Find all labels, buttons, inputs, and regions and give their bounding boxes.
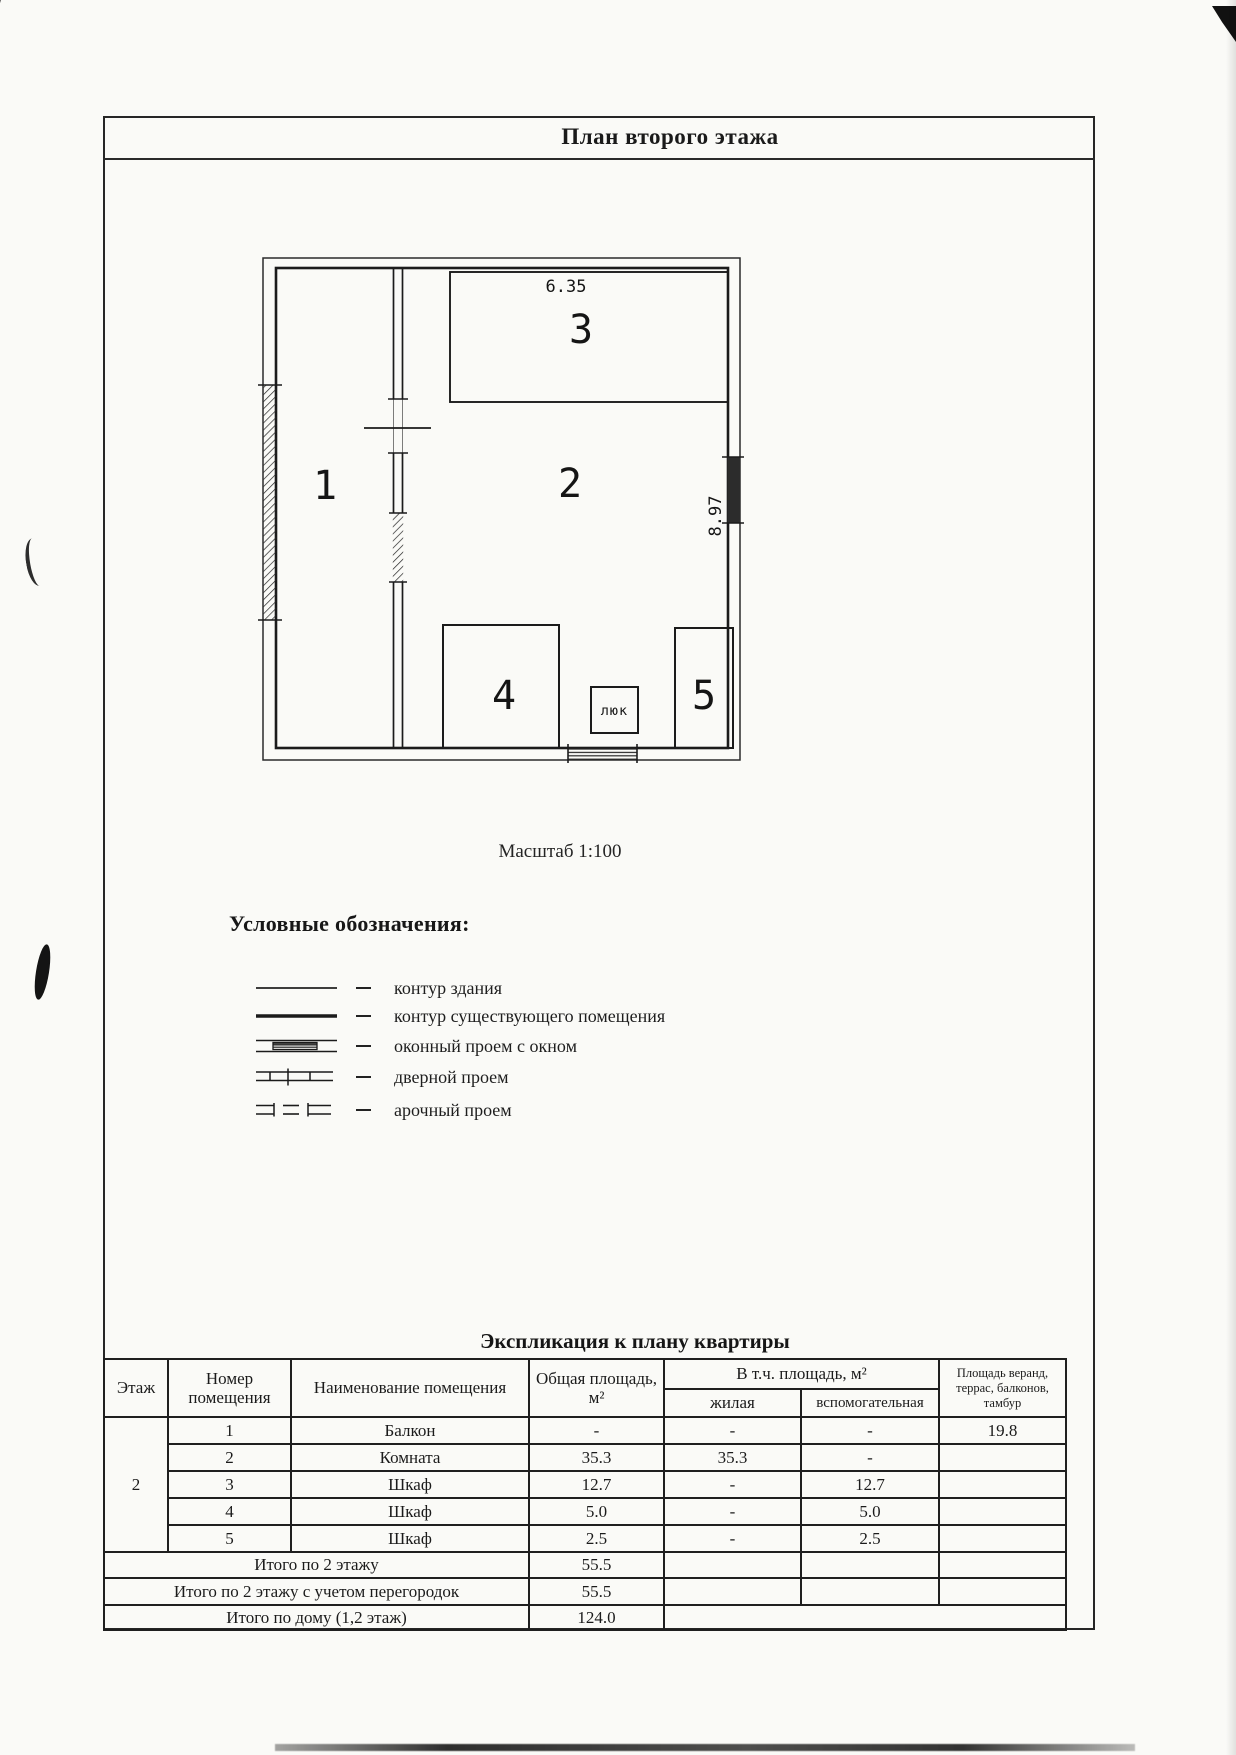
- table-row: [104, 1444, 1066, 1471]
- cell-aux: [801, 1552, 939, 1578]
- total-label: Итого по 2 этажу: [104, 1552, 529, 1578]
- legend-item-label: контур существующего помещения: [394, 1005, 666, 1026]
- legend-item-label: контур здания: [394, 977, 503, 998]
- cell-total: -: [529, 1417, 664, 1444]
- cell-aux: [801, 1578, 939, 1605]
- scan-artifact-left-blob: [32, 943, 54, 1000]
- cell-veranda: 19.8: [939, 1417, 1066, 1444]
- legend-item-premises-contour: [255, 1006, 665, 1026]
- cell-total: 12.7: [529, 1471, 664, 1498]
- cell-num: 4: [168, 1498, 291, 1525]
- header-room-number: Номер помещения: [168, 1359, 291, 1417]
- legend-dash: [356, 1109, 371, 1111]
- cell-living: -: [664, 1471, 801, 1498]
- cell-living: -: [664, 1498, 801, 1525]
- cell-num: 3: [168, 1471, 291, 1498]
- cell-total: 2.5: [529, 1525, 664, 1552]
- header-room-name: Наименование помещения: [291, 1359, 529, 1417]
- floor-value-cell: 2: [104, 1417, 168, 1552]
- legend-item-label: арочный проем: [394, 1099, 512, 1120]
- explication-table: [103, 1358, 1067, 1631]
- thin-line-icon: [255, 979, 339, 997]
- cell-living: -: [664, 1525, 801, 1552]
- legend-heading: Условные обозначения:: [229, 911, 470, 936]
- table-total-row: [104, 1578, 1066, 1605]
- legend-dash: [356, 1076, 371, 1078]
- interior-wall: [388, 268, 408, 748]
- cell-aux: -: [801, 1417, 939, 1444]
- scan-artifact-top-left: [0, 0, 2, 59]
- cell-veranda: [939, 1471, 1066, 1498]
- arch-symbol-icon: [255, 1101, 339, 1119]
- cell-veranda: [939, 1578, 1066, 1605]
- dimension-width: 6.35: [545, 277, 587, 297]
- page-title: План второго этажа: [561, 124, 779, 149]
- room-label-2: 2: [557, 461, 583, 507]
- cell-total: 35.3: [529, 1444, 664, 1471]
- header-veranda: Площадь веранд, террас, балконов, тамбур: [939, 1359, 1066, 1417]
- title-band-divider: [103, 158, 1095, 160]
- interior-wall-window: [389, 513, 407, 582]
- floor-plan-drawing: [255, 250, 750, 768]
- cell-aux: -: [801, 1444, 939, 1471]
- legend-dash: [356, 987, 371, 989]
- cell-num: 1: [168, 1417, 291, 1444]
- legend-item-arch-opening: [255, 1100, 512, 1120]
- total-label: Итого по дому (1,2 этаж): [104, 1605, 529, 1630]
- hatch-label: люк: [600, 703, 629, 719]
- cell-veranda: [939, 1552, 1066, 1578]
- merged-empty-cell: [664, 1605, 1066, 1630]
- legend-item-label: дверной проем: [394, 1066, 509, 1087]
- thick-line-icon: [255, 1007, 339, 1025]
- table-header-row-1: [104, 1359, 1066, 1389]
- room-label-1: 1: [312, 463, 338, 509]
- cell-living: -: [664, 1417, 801, 1444]
- scan-edge-shadow: [1226, 0, 1236, 1755]
- scan-artifact-left-curve: [22, 537, 50, 588]
- cell-living: [664, 1552, 801, 1578]
- cell-aux: 2.5: [801, 1525, 939, 1552]
- cell-name: Шкаф: [291, 1471, 529, 1498]
- table-row: [104, 1417, 1066, 1444]
- cell-name: Шкаф: [291, 1498, 529, 1525]
- room-label-4: 4: [491, 673, 517, 719]
- cell-veranda: [939, 1525, 1066, 1552]
- header-total-area: Общая площадь, м²: [529, 1359, 664, 1417]
- header-living: жилая: [664, 1389, 801, 1417]
- legend-item-door-opening: [255, 1067, 509, 1087]
- table-row: [104, 1525, 1066, 1552]
- room-label-5: 5: [691, 673, 717, 719]
- legend-item-window-opening: [255, 1036, 577, 1056]
- cell-name: Комната: [291, 1444, 529, 1471]
- scan-artifact-bottom-smudge: [275, 1744, 1135, 1751]
- dimension-height: 8.97: [706, 495, 726, 537]
- header-floor: Этаж: [104, 1359, 168, 1417]
- table-row: [104, 1471, 1066, 1498]
- cell-aux: 5.0: [801, 1498, 939, 1525]
- legend-item-label: оконный проем с окном: [394, 1035, 577, 1056]
- cell-num: 5: [168, 1525, 291, 1552]
- scale-label: Масштаб 1:100: [498, 841, 622, 862]
- table-row: [104, 1498, 1066, 1525]
- legend-item-building-contour: [255, 978, 502, 998]
- cell-living: [664, 1578, 801, 1605]
- legend-dash: [356, 1015, 371, 1017]
- total-label: Итого по 2 этажу с учетом перегородок: [104, 1578, 529, 1605]
- total-value: 124.0: [529, 1605, 664, 1630]
- cell-total: 5.0: [529, 1498, 664, 1525]
- cell-name: Шкаф: [291, 1525, 529, 1552]
- cell-veranda: [939, 1498, 1066, 1525]
- total-value: 55.5: [529, 1552, 664, 1578]
- cell-name: Балкон: [291, 1417, 529, 1444]
- cell-aux: 12.7: [801, 1471, 939, 1498]
- header-incl-area: В т.ч. площадь, м²: [664, 1359, 939, 1389]
- cell-living: 35.3: [664, 1444, 801, 1471]
- header-auxiliary: вспомогательная: [801, 1389, 939, 1417]
- cell-veranda: [939, 1444, 1066, 1471]
- table-total-row: [104, 1552, 1066, 1578]
- cell-num: 2: [168, 1444, 291, 1471]
- table-total-row: [104, 1605, 1066, 1630]
- room-label-3: 3: [568, 307, 594, 353]
- total-value: 55.5: [529, 1578, 664, 1605]
- door-symbol-icon: [255, 1068, 339, 1086]
- table-title: Экспликация к плану квартиры: [480, 1329, 790, 1353]
- left-wall-window: [258, 385, 282, 620]
- legend-dash: [356, 1045, 371, 1047]
- window-symbol-icon: [255, 1037, 339, 1055]
